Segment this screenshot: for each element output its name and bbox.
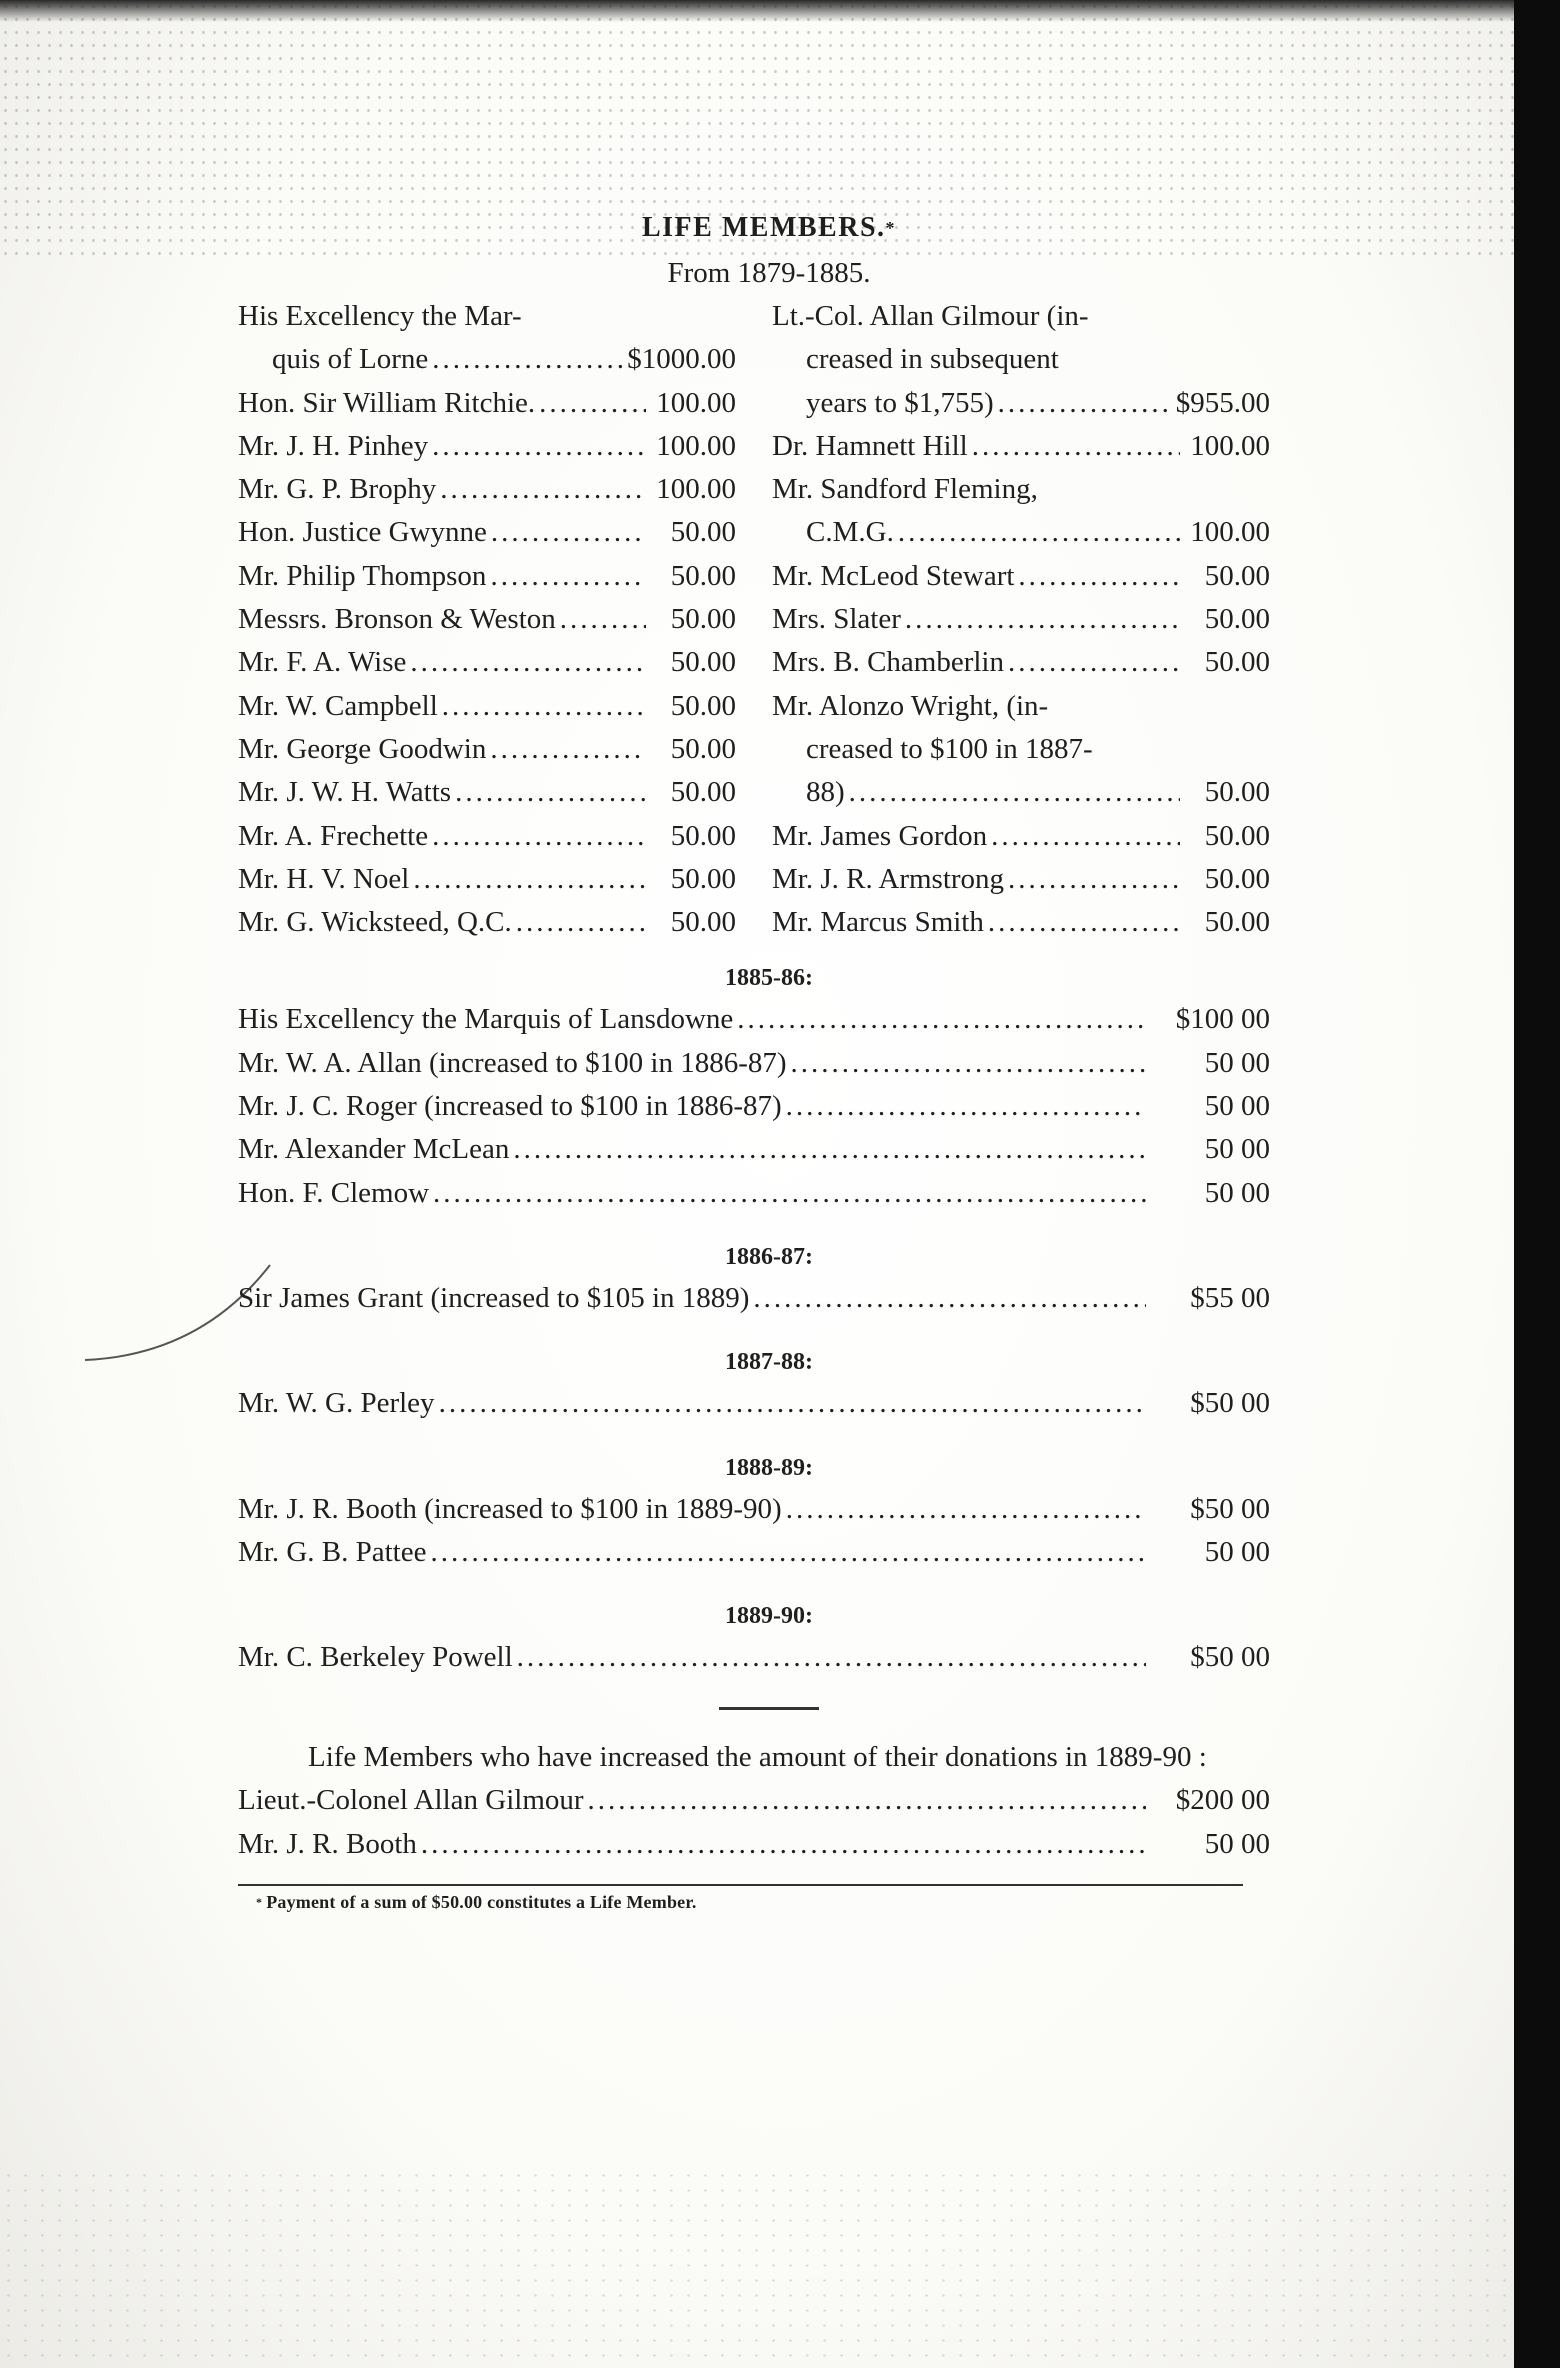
member-amount: 50.00 — [1204, 906, 1270, 939]
member-amount: 50.00 — [1204, 603, 1270, 636]
member-name: Mr. H. V. Noel — [238, 862, 410, 895]
member-row — [238, 1172, 1270, 1215]
member-row — [238, 858, 736, 901]
member-amount: 50.00 — [1204, 862, 1270, 895]
member-amount: $50 00 — [1190, 1641, 1270, 1674]
member-row — [238, 295, 736, 338]
year-section — [238, 1448, 1270, 1575]
member-name: years to $1,755) — [806, 386, 994, 419]
member-name: Mr. G. B. Pattee — [238, 1535, 427, 1568]
members-two-column-list — [238, 295, 1270, 944]
page-title: LIFE MEMBERS.* — [641, 212, 897, 243]
member-row — [238, 468, 736, 511]
member-name: Lieut.-Colonel Allan Gilmour — [238, 1784, 584, 1817]
member-row — [772, 641, 1270, 684]
right-member-column — [772, 295, 1270, 944]
dot-leader — [849, 771, 1180, 814]
member-amount: 50.00 — [1204, 646, 1270, 679]
member-amount: 50.00 — [670, 776, 736, 809]
member-name: Mr. Alexander McLean — [238, 1133, 510, 1166]
member-row — [772, 555, 1270, 598]
section-divider — [719, 1707, 819, 1710]
member-name: Mr. G. Wicksteed, Q.C. — [238, 906, 512, 939]
paper-speckle-bottom — [0, 2168, 1514, 2368]
year-section — [238, 1342, 1270, 1425]
member-row — [238, 1779, 1270, 1822]
year-heading: 1887-88: — [725, 1349, 813, 1376]
member-name: Mr. W. G. Perley — [238, 1387, 435, 1420]
dot-leader — [737, 998, 1146, 1041]
member-amount: 50.00 — [670, 559, 736, 592]
member-row — [772, 511, 1270, 554]
member-row — [772, 685, 1270, 728]
member-row — [238, 338, 736, 381]
member-amount: 100.00 — [656, 429, 736, 462]
member-name: Mr. J. R. Armstrong — [772, 862, 1005, 895]
dot-leader — [988, 901, 1180, 944]
member-amount: $50 00 — [1190, 1492, 1270, 1525]
member-amount: $200 00 — [1175, 1784, 1270, 1817]
member-amount: 50.00 — [670, 732, 736, 765]
member-amount: 50.00 — [1204, 776, 1270, 809]
member-name: quis of Lorne — [272, 343, 429, 376]
footnote-text: Payment of a sum of $50.00 constitutes a Life Member. — [266, 1892, 697, 1913]
dot-leader — [786, 1085, 1146, 1128]
dot-leader — [432, 425, 646, 468]
dot-leader — [410, 641, 646, 684]
page-subtitle: From 1879-1885. — [667, 257, 871, 289]
scan-edge-right — [1514, 0, 1560, 2368]
member-name: Mrs. B. Chamberlin — [772, 646, 1004, 679]
member-amount: 50.00 — [670, 862, 736, 895]
year-heading: 1885-86: — [725, 965, 813, 992]
member-name: Hon. F. Clemow — [238, 1176, 430, 1209]
member-row — [238, 1823, 1270, 1866]
member-row — [238, 771, 736, 814]
member-amount: 50.00 — [670, 689, 736, 722]
member-amount: 50 00 — [1204, 1090, 1270, 1123]
member-amount: $55 00 — [1190, 1281, 1270, 1314]
member-name: Mr. J. R. Booth (increased to $100 in 1889-90) — [238, 1492, 782, 1525]
member-name: Lt.-Col. Allan Gilmour (in- — [772, 300, 1089, 332]
dot-leader — [516, 901, 646, 944]
member-row — [238, 1085, 1270, 1128]
member-amount: 100.00 — [1190, 429, 1270, 462]
dot-leader — [517, 1636, 1146, 1679]
member-name: Sir James Grant (increased to $105 in 1889) — [238, 1281, 750, 1314]
member-row — [238, 1488, 1270, 1531]
member-amount: 50.00 — [670, 646, 736, 679]
member-amount: 100.00 — [656, 386, 736, 419]
member-row — [238, 1531, 1270, 1574]
year-heading: 1886-87: — [725, 1243, 813, 1270]
increase-list — [238, 1779, 1270, 1866]
member-row — [238, 728, 736, 771]
dot-leader — [753, 1277, 1146, 1320]
year-heading: 1889-90: — [725, 1603, 813, 1630]
increase-note: Life Members who have increased the amount of their donations in 1889-90 : — [308, 1741, 1207, 1774]
member-amount: 50 00 — [1204, 1046, 1270, 1079]
document-body — [238, 205, 1270, 1918]
dot-leader — [1018, 555, 1180, 598]
member-name: 88) — [806, 776, 845, 809]
member-row — [772, 295, 1270, 338]
dot-leader — [513, 1128, 1146, 1171]
member-name: Mr. J. C. Roger (increased to $100 in 1886-87) — [238, 1090, 782, 1123]
member-row — [238, 382, 736, 425]
member-name: Mr. G. P. Brophy — [238, 473, 437, 506]
member-row — [772, 858, 1270, 901]
dot-leader — [1008, 858, 1180, 901]
member-name: Mr. C. Berkeley Powell — [238, 1641, 513, 1674]
member-row — [772, 815, 1270, 858]
dot-leader — [490, 555, 646, 598]
member-amount: $955.00 — [1175, 386, 1270, 419]
member-row — [772, 468, 1270, 511]
member-name: Mrs. Slater — [772, 603, 901, 636]
member-name: creased in subsequent — [806, 343, 1059, 376]
member-row — [238, 1128, 1270, 1171]
member-row — [772, 338, 1270, 381]
dot-leader — [442, 685, 646, 728]
member-row — [238, 1382, 1270, 1425]
member-name: Hon. Sir William Ritchie. — [238, 386, 536, 419]
scan-edge-top — [0, 0, 1514, 22]
member-name: Mr. Alonzo Wright, (in- — [772, 689, 1049, 722]
dot-leader — [991, 815, 1180, 858]
member-row — [238, 1277, 1270, 1320]
member-name: Mr. Sandford Fleming, — [772, 473, 1038, 506]
member-name: creased to $100 in 1887- — [806, 732, 1093, 765]
member-name: Messrs. Bronson & Weston — [238, 603, 556, 636]
member-name: Dr. Hamnett Hill — [772, 429, 968, 462]
member-name: Mr. W. A. Allan (increased to $100 in 1886-87) — [238, 1046, 787, 1079]
member-name: Mr. J. H. Pinhey — [238, 429, 429, 462]
member-amount: 50.00 — [670, 906, 736, 939]
dot-leader — [431, 1531, 1147, 1574]
member-row — [238, 685, 736, 728]
member-name: His Excellency the Mar- — [238, 300, 522, 332]
dot-leader — [791, 1042, 1146, 1085]
member-amount: 50 00 — [1204, 1176, 1270, 1209]
dot-leader — [560, 598, 646, 641]
member-amount: 50.00 — [670, 603, 736, 636]
member-amount: 50.00 — [1204, 559, 1270, 592]
member-name: Mr. Marcus Smith — [772, 906, 984, 939]
member-amount: 50.00 — [670, 819, 736, 852]
member-row — [238, 425, 736, 468]
dot-leader — [491, 511, 646, 554]
dot-leader — [1008, 641, 1180, 684]
member-name: Mr. McLeod Stewart — [772, 559, 1015, 592]
member-name: Mr. F. A. Wise — [238, 646, 407, 679]
member-amount: $1000.00 — [627, 343, 736, 376]
member-amount: 50.00 — [670, 516, 736, 549]
year-heading: 1888-89: — [725, 1454, 813, 1481]
year-section — [238, 1596, 1270, 1679]
member-row — [238, 598, 736, 641]
member-amount: 50 00 — [1204, 1827, 1270, 1860]
member-name: His Excellency the Marquis of Lansdowne — [238, 1003, 734, 1036]
member-row — [772, 728, 1270, 771]
member-row — [238, 1042, 1270, 1085]
year-section — [238, 958, 1270, 1214]
member-amount: $50 00 — [1190, 1387, 1270, 1420]
member-row — [238, 901, 736, 944]
dot-leader — [998, 382, 1172, 425]
dot-leader — [898, 511, 1180, 554]
member-row — [238, 1636, 1270, 1679]
dot-leader — [432, 338, 623, 381]
dot-leader — [413, 858, 646, 901]
dot-leader — [455, 771, 646, 814]
dot-leader — [440, 468, 646, 511]
member-name: Mr. Philip Thompson — [238, 559, 487, 592]
footnote-marker: * — [885, 218, 897, 238]
dot-leader — [490, 728, 646, 771]
member-row — [238, 998, 1270, 1041]
member-row — [772, 901, 1270, 944]
member-name: Mr. J. W. H. Watts — [238, 776, 452, 809]
dot-leader — [439, 1382, 1146, 1425]
dot-leader — [905, 598, 1180, 641]
member-name: Mr. A. Frechette — [238, 819, 429, 852]
member-name: Mr. J. R. Booth — [238, 1827, 417, 1860]
member-name: Mr. W. Campbell — [238, 689, 438, 722]
member-name: Mr. James Gordon — [772, 819, 988, 852]
member-row — [772, 598, 1270, 641]
dot-leader — [433, 1172, 1146, 1215]
footnote: * Payment of a sum of $50.00 constitutes a Life Member. — [256, 1892, 697, 1913]
yearly-sections — [238, 958, 1270, 1679]
member-amount: 50.00 — [1204, 819, 1270, 852]
member-amount: 100.00 — [656, 473, 736, 506]
member-row — [238, 641, 736, 684]
dot-leader — [539, 382, 646, 425]
member-amount: 50 00 — [1204, 1535, 1270, 1568]
member-name: C.M.G. — [806, 516, 894, 549]
member-row — [238, 511, 736, 554]
year-section — [238, 1237, 1270, 1320]
dot-leader — [588, 1779, 1146, 1822]
left-member-column — [238, 295, 736, 944]
member-amount: 100.00 — [1190, 516, 1270, 549]
member-row — [238, 815, 736, 858]
member-row — [772, 382, 1270, 425]
member-amount: 50 00 — [1204, 1133, 1270, 1166]
member-name: Hon. Justice Gwynne — [238, 516, 487, 549]
dot-leader — [432, 815, 646, 858]
member-row — [772, 425, 1270, 468]
member-amount: $100 00 — [1175, 1003, 1270, 1036]
member-name: Mr. George Goodwin — [238, 732, 487, 765]
member-row — [238, 555, 736, 598]
dot-leader — [786, 1488, 1146, 1531]
dot-leader — [421, 1823, 1146, 1866]
member-row — [772, 771, 1270, 814]
dot-leader — [972, 425, 1180, 468]
